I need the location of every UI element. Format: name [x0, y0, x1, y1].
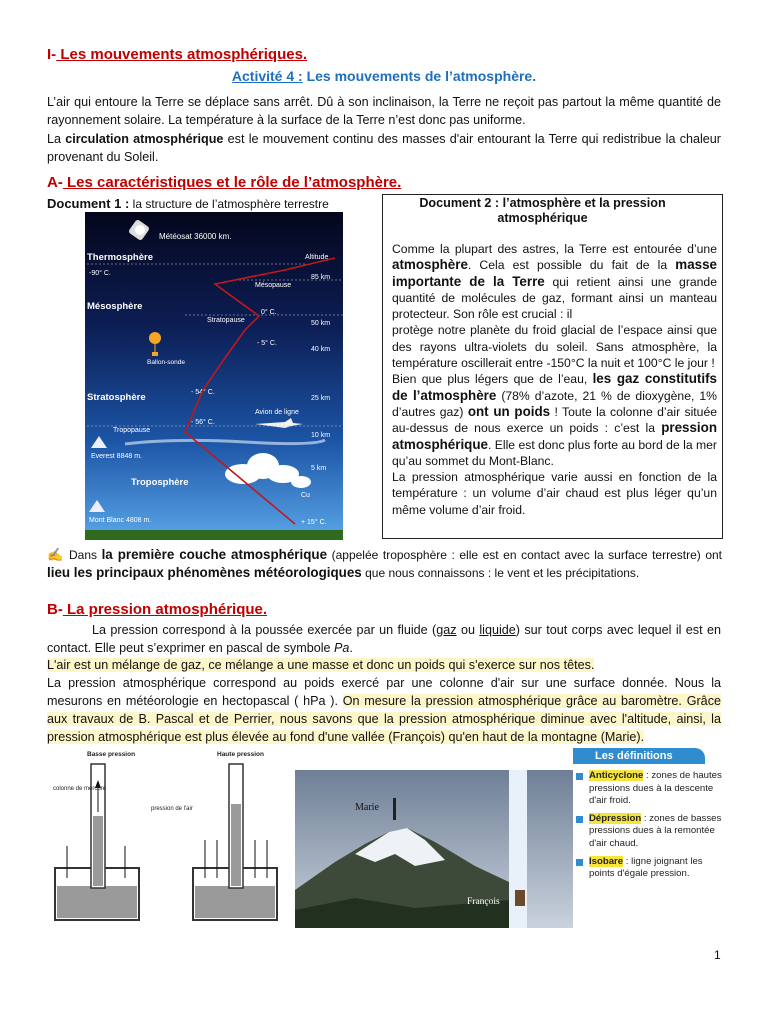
mercury-label: mercure — [83, 920, 104, 926]
bullet-icon — [576, 859, 583, 866]
key-term: masse importante de la Terre — [392, 257, 717, 289]
text: est le mouvement continu des masses d'air entourant la Terre qui redistribue la chaleur provenant du Soleil. — [47, 132, 721, 164]
key-term: ont un poids — [467, 403, 551, 419]
intro-paragraph: L’air qui entoure la Terre se déplace sans arrêt. Dû à son inclinaison, la Terre ne reçoit pas partout la même quantité de rayonnement solaire. La température à la surface de la Terre n’est donc pas uniforme. — [47, 95, 721, 127]
section-b-number: B- — [47, 601, 63, 618]
atmosphere-diagram — [85, 212, 343, 540]
section-number: I- — [47, 46, 57, 63]
text: gaz — [436, 623, 457, 637]
high-pressure-label: Haute pression — [217, 751, 264, 758]
definition-item — [573, 856, 723, 881]
doc2-box — [382, 194, 723, 539]
definitions-list — [573, 770, 723, 881]
km-label: 5 km — [311, 465, 327, 472]
text: . — [349, 641, 353, 655]
doc1-label: Document 1 : — [47, 196, 130, 211]
francois-label: François — [467, 897, 500, 907]
bullet-icon — [576, 816, 583, 823]
km-label: 50 km — [311, 320, 331, 327]
marie-figure — [393, 798, 396, 820]
definition-term: Dépression — [589, 812, 642, 824]
layer-troposphere: Troposphère — [131, 477, 189, 488]
section-b-heading — [47, 601, 267, 618]
low-pressure-label: Basse pression — [87, 751, 136, 758]
definition-item — [573, 813, 723, 851]
barometer-diagram — [47, 750, 295, 928]
montblanc-label: Mont Blanc 4808 m. — [89, 517, 152, 524]
key-term: circulation atmosphérique — [65, 132, 224, 146]
text: : ligne joignant les points d'égale pression. — [589, 855, 703, 880]
text: . Elle est donc plus forte au bord de la mer qu’au sommet du Mont-Blanc. — [392, 437, 717, 468]
tropopause-label: Tropopause — [113, 427, 151, 434]
circulation-paragraph — [47, 130, 721, 166]
mercury-label: mercure — [223, 920, 244, 926]
definition-term: Isobare — [589, 855, 624, 867]
definitions-title: Les définitions — [573, 748, 705, 764]
meteosat-label: Météosat 36000 km. — [159, 232, 232, 241]
temp-label: + 15° C. — [301, 519, 327, 526]
text: liquide — [479, 623, 516, 637]
activity-title: Les mouvements de l’atmosphère. — [302, 68, 537, 84]
section-a-title: Les caractéristiques et le rôle de l’atmosphère. — [62, 174, 402, 191]
text: On mesure la pression atmosphérique grâce au baromètre. Grâce aux travaux de B. Pascal et de Perrier, nous savons que la pression atmosphérique diminue avec l'altitude, ainsi, la pression atmosphérique est plus élevée au fond d'une vallée (François) qu'en haut de la montagne (Marie). — [47, 694, 721, 744]
key-term: pression atmosphérique — [392, 420, 717, 452]
everest-label: Everest 8848 m. — [91, 453, 142, 460]
pointing-hand-icon: ✍ — [47, 547, 65, 562]
layer-thermosphere: Thermosphère — [87, 252, 153, 263]
text: L'air est un mélange de gaz, ce mélange a une masse et donc un poids qui s'exerce sur nos têtes. — [47, 658, 595, 672]
key-term: lieu les principaux phénomènes météorologiques — [47, 565, 362, 580]
bullet-icon — [576, 773, 583, 780]
temp-label: - 56° C. — [191, 419, 215, 426]
stratopause-label: Stratopause — [207, 317, 245, 324]
altitude-label: Altitude — [305, 254, 329, 261]
temp-label: - 54° C. — [191, 389, 215, 396]
temp-label: 0° C. — [261, 309, 277, 316]
text: ou — [456, 623, 480, 637]
text: Bien que plus légers que de l’eau, — [392, 372, 593, 387]
section-heading — [47, 46, 307, 63]
doc2-title: Document 2 : l’atmosphère et la pression atmosphérique — [419, 196, 666, 225]
text: La pression atmosphérique correspond au poids exercé par une colonne d'air sur une surface donnée. Nous la mesurons en météorologie en hectopascal ( hPa ). — [47, 676, 721, 708]
air-pressure-label: pression de l'air — [151, 806, 193, 812]
definition-term: Anticyclone — [589, 770, 644, 781]
pressure-measure-paragraph — [47, 674, 721, 746]
balloon-label: Ballon-sonde — [147, 359, 185, 366]
section-a-number: A- — [47, 174, 63, 191]
text: Dans — [64, 548, 102, 562]
section-a-heading — [47, 174, 401, 191]
pressure-definition — [47, 621, 721, 657]
text: Comme la plupart des astres, la Terre est entourée d’une — [392, 242, 717, 256]
doc1-caption: la structure de l’atmosphère terrestre — [129, 197, 329, 211]
km-label: 40 km — [311, 346, 331, 353]
text: La pression atmosphérique varie aussi en fonction de la température : un volume d’air chaud est plus léger qu’un même volume d’air froid. — [392, 470, 717, 517]
text: protège notre planète du froid glacial de l’espace ainsi que des rayons ultra-violets du soleil. Sans atmosphère, la température oscillerait entre -150°C la nuit et 100°C le jour ! — [392, 323, 717, 371]
text: (appelée troposphère : elle est en contact avec la surface terrestre) ont — [327, 548, 723, 562]
doc1-title — [47, 196, 329, 211]
chalet-icon — [515, 890, 525, 906]
temp-label: -90° C. — [89, 270, 111, 277]
mountain-photo — [295, 770, 573, 928]
key-term: la première couche atmosphérique — [101, 547, 328, 562]
key-term: atmosphère — [392, 257, 468, 273]
page-number: 1 — [714, 948, 721, 962]
text: . Cela est possible du fait de la — [467, 258, 676, 273]
section-b-title: La pression atmosphérique. — [62, 601, 268, 618]
text: : zones de hautes pressions dues à la descente d'air froid. — [589, 770, 722, 807]
definitions-box — [573, 748, 723, 928]
airliner-label: Avion de ligne — [255, 409, 299, 416]
text: La — [47, 132, 66, 146]
doc2-text — [392, 241, 717, 518]
cumulus-label: Cu — [301, 492, 310, 499]
text: : zones de basses pressions dues à la remontée d'air chaud. — [589, 812, 722, 849]
text: qui retient ainsi une grande quantité de molécules de gaz, formant ainsi un manteau protecteur. Son rôle est crucial : il — [392, 274, 717, 322]
text: La pression correspond à la poussée exercée par un fluide ( — [92, 623, 437, 637]
text: (78% d’azote, 21 % de dioxygène, 1% d’autres gaz) — [392, 388, 717, 419]
activity-label: Activité 4 : — [231, 68, 303, 84]
activity-heading — [0, 68, 768, 84]
marie-label: Marie — [355, 802, 379, 813]
text: ) sur tout corps avec lequel il est en contact. Elle peut s’exprimer en pascal de symbole — [47, 623, 721, 655]
note-paragraph — [47, 546, 722, 582]
text: que nous connaissons : le vent et les précipitations. — [361, 566, 640, 580]
km-label: 85 km — [311, 274, 331, 281]
section-title: Les mouvements atmosphériques. — [56, 46, 308, 63]
temp-label: - 5° C. — [257, 340, 277, 347]
layer-mesosphere: Mésosphère — [87, 301, 143, 312]
air-mass-paragraph — [47, 656, 721, 674]
definition-item — [573, 770, 723, 808]
mesopause-label: Mésopause — [255, 282, 292, 289]
km-label: 10 km — [311, 432, 331, 439]
text: Pa — [334, 641, 350, 655]
layer-stratosphere: Stratosphère — [87, 392, 146, 403]
text: ! Toute la colonne d’air située au-dessus de nous exerce un poids : c’est la — [392, 404, 718, 436]
mercury-column-label: colonne de mercure — [53, 786, 107, 792]
key-term: les gaz constitutifs de l’atmosphère — [392, 371, 717, 403]
km-label: 25 km — [311, 395, 331, 402]
